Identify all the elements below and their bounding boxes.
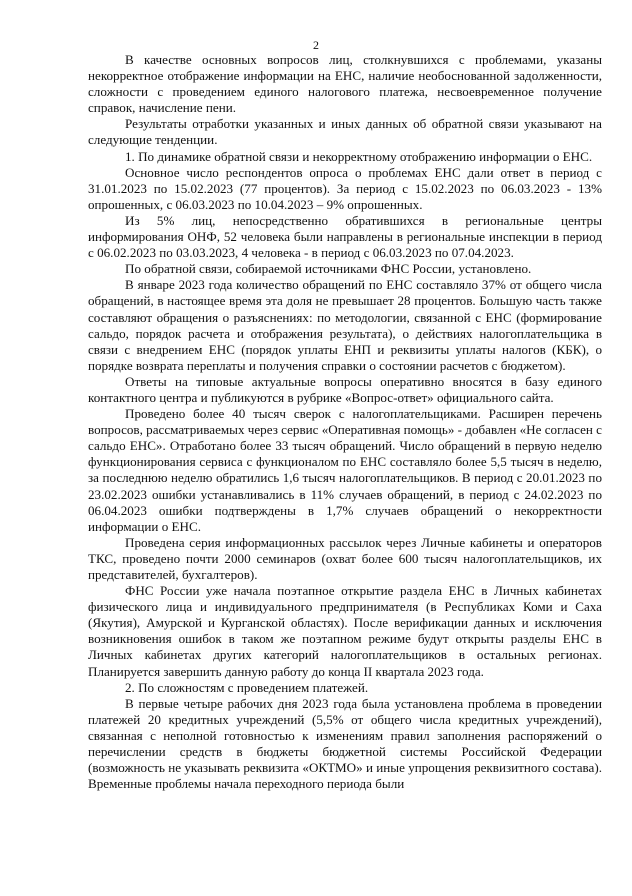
- paragraph-fns-feedback: По обратной связи, собираемой источниками ФНС России, установлено.: [125, 261, 532, 277]
- paragraph-section-1-heading: 1. По динамике обратной связи и некорректному отображению информации о ЕНС.: [125, 148, 593, 164]
- paragraph-january-share: В январе 2023 года количество обращений по ЕНС составляло 37% от общего числа обращений, в настоящее время эта доля не превышает 28 процентов. Большую часть также составляют обращения о разъяснениях: по методологии, связанной с ЕНС (формирование сальдо, порядок расчета и отображения результата), о действиях налогоплательщика в связи с внедрением ЕНС (порядок уплаты ЕНП и реквизиты уплаты налогов (КБК), о порядке возврата переплаты и получения справки о состоянии расчетов с бюджетом).: [88, 277, 602, 373]
- paragraph-survey-periods: Основное число респондентов опроса о проблемах ЕНС дали ответ в период с 31.01.2023 по 15.02.2023 (77 процентов). За период с 15.02.2023 по 06.03.2023 - 13% опрошенных, с 06.03.2023 по 10.04.2023 – 9% опрошенных.: [88, 164, 602, 212]
- document-body: [88, 52, 602, 792]
- paragraph-results-intro: Результаты отработки указанных и иных данных об обратной связи указывают на следующие тенденции.: [88, 116, 602, 148]
- paragraph-reconciliations: Проведено более 40 тысяч сверок с налогоплательщиками. Расширен перечень вопросов, рассматриваемых через сервис «Оперативная помощь» - добавлен «Не согласен с сальдо ЕНС». Отработано более 33 тысяч обращений. Число обращений в первую неделю функционирования сервиса с функционалом по ЕНС составляло более 5,5 тысяч в неделю, за последнюю неделю обратились 1,6 тысяч налогоплательщиков. В период с 20.01.2023 по 23.02.2023 ошибки устанавливались в 11% случаев обращений, в период с 24.02.2023 по 06.04.2023 ошибки подтверждены в 1,7% случаев обращений о некорректности информации о ЕНС.: [88, 406, 602, 534]
- paragraph-main-issues: В качестве основных вопросов лиц, столкнувшихся с проблемами, указаны некорректное отображение информации на ЕНС, наличие необоснованной задолженности, сложности с проведением единого налогового платежа, несвоевременное получение справок, начисление пени.: [88, 52, 602, 116]
- paragraph-section-2-heading: 2. По сложностям с проведением платежей.: [125, 679, 369, 695]
- paragraph-contact-center: Ответы на типовые актуальные вопросы оперативно вносятся в базу единого контактного центра и публикуются в рубрике «Вопрос-ответ» официального сайта.: [88, 373, 602, 405]
- page-number: 2: [313, 38, 319, 52]
- paragraph-personal-accounts: ФНС России уже начала поэтапное открытие раздела ЕНС в Личных кабинетах физического лица и индивидуального предпринимателя (в Республиках Коми и Саха (Якутия), Амурской и Курганской областях). После верификации данных и исключения возникновения ошибок в таком же поэтапном режиме будут открыты разделы ЕНС в Личных кабинетах других категорий налогоплательщиков в остальных регионах. Планируется завершить данную работу до конца II квартала 2023 года.: [88, 583, 602, 679]
- paragraph-onf-centers: Из 5% лиц, непосредственно обратившихся в региональные центры информирования ОНФ, 52 человека были направлены в региональные инспекции в период с 06.02.2023 по 03.03.2023, 4 человека - в период с 06.03.2023 по 07.04.2023.: [88, 212, 602, 261]
- paragraph-payments-problem: В первые четыре рабочих дня 2023 года была установлена проблема в проведении платежей 20 кредитных учреждений (5,5% от общего числа кредитных учреждений), связанная с неполной готовностью к изменениям правил заполнения распоряжений о перечислении средств в бюджеты бюджетной системы Российской Федерации (возможность не указывать реквизита «ОКТМО» и иные упрощения реквизитного состава). Временные проблемы начала переходного периода были: [88, 695, 602, 792]
- paragraph-mailings: Проведена серия информационных рассылок через Личные кабинеты и операторов ТКС, проведено почти 2000 семинаров (охват более 600 тысяч налогоплательщиков, их представителей, бухгалтеров).: [88, 534, 602, 582]
